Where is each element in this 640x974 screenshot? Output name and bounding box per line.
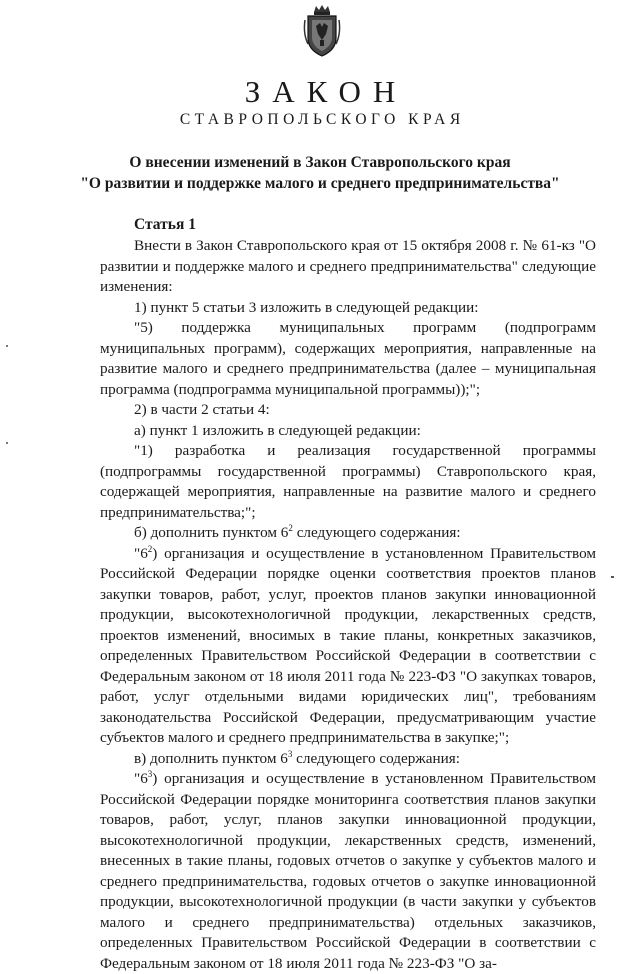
paragraph: 1) пункт 5 статьи 3 изложить в следующей редакции: xyxy=(134,298,479,316)
law-heading xyxy=(0,152,640,194)
law-title: ЗАКОН xyxy=(244,74,408,109)
scan-speck xyxy=(6,442,8,444)
heading-line-1: О внесении изменений в Закон Ставропольского края xyxy=(129,154,511,171)
paragraph: Внести в Закон Ставропольского края от 15 октября 2008 г. № 61-кз "О развитии и поддержке малого и среднего предпринимательства" следующие изменения: xyxy=(100,237,596,295)
paragraph: в) дополнить пунктом $6^3$ следующего содержания: xyxy=(134,748,460,767)
coat-of-arms-icon xyxy=(302,4,342,60)
paragraph: 2) в части 2 статьи 4: xyxy=(134,401,270,418)
paragraph: б) дополнить пунктом $6^2$ следующего содержания: xyxy=(134,522,461,541)
scan-speck xyxy=(6,345,8,347)
paragraph: "$6^2$) организация и осуществление в установленном Правительством Российской Федерации порядке оценки соответствия проектов планов закупки товаров, работ, услуг, проектов планов закупки инновационной продукции, высокотехнологичной продукции, лекарственных средств, проектов изменений, вносимых в такие планы, конкретных заказчиков, определенных Правительством Российской Федерации в соответствии с Федеральным законом от 18 июля 2011 года № 223-ФЗ "О закупках товаров, работ, услуг отдельными видами юридических лиц", требованиям законодательства Российской Федерации, предусматривающим участие субъектов малого и среднего предпринимательства в закупке;"; xyxy=(100,543,596,746)
article-title: Статья 1 xyxy=(134,216,196,233)
heading-line-2: "О развитии и поддержке малого и среднего предпринимательства" xyxy=(80,175,560,192)
paragraph: "5) поддержка муниципальных программ (подпрограмм муниципальных программ), содержащих мероприятия, направленные на развитие малого и среднего предпринимательства (далее – муниципальная программа (подпрограмма муниципальной программы));"; xyxy=(100,319,596,398)
paragraph: а) пункт 1 изложить в следующей редакции: xyxy=(134,421,421,439)
paragraph: "$6^3$) организация и осуществление в установленном Правительством Российской Федерации порядке мониторинга соответствия планов закупки товаров, работ, услуг, планов закупки инновационной продукции, высокотехнологичной продукции, лекарственных средств, изменений, внесенных в такие планы, годовых отчетов о закупке у субъектов малого и среднего предпринимательства, годовых отчетов о закупке инновационной продукции, высокотехнологичной продукции (в части закупки у субъектов малого и среднего предпринимательства) отдельных заказчиков, определенных Правительством Российской Федерации в соответствии с Федеральным законом от 18 июля 2011 года № 223-ФЗ "О за- xyxy=(100,768,596,972)
article-body xyxy=(100,236,596,974)
scan-speck xyxy=(611,576,614,578)
paragraph: "1) разработка и реализация государственной программы (подпрограммы государственной программы) Ставропольского края, содержащей мероприятия, направленные на развитие малого и среднего предпринимательства;"; xyxy=(100,442,596,521)
region-name: СТАВРОПОЛЬСКОГО КРАЯ xyxy=(179,111,465,128)
